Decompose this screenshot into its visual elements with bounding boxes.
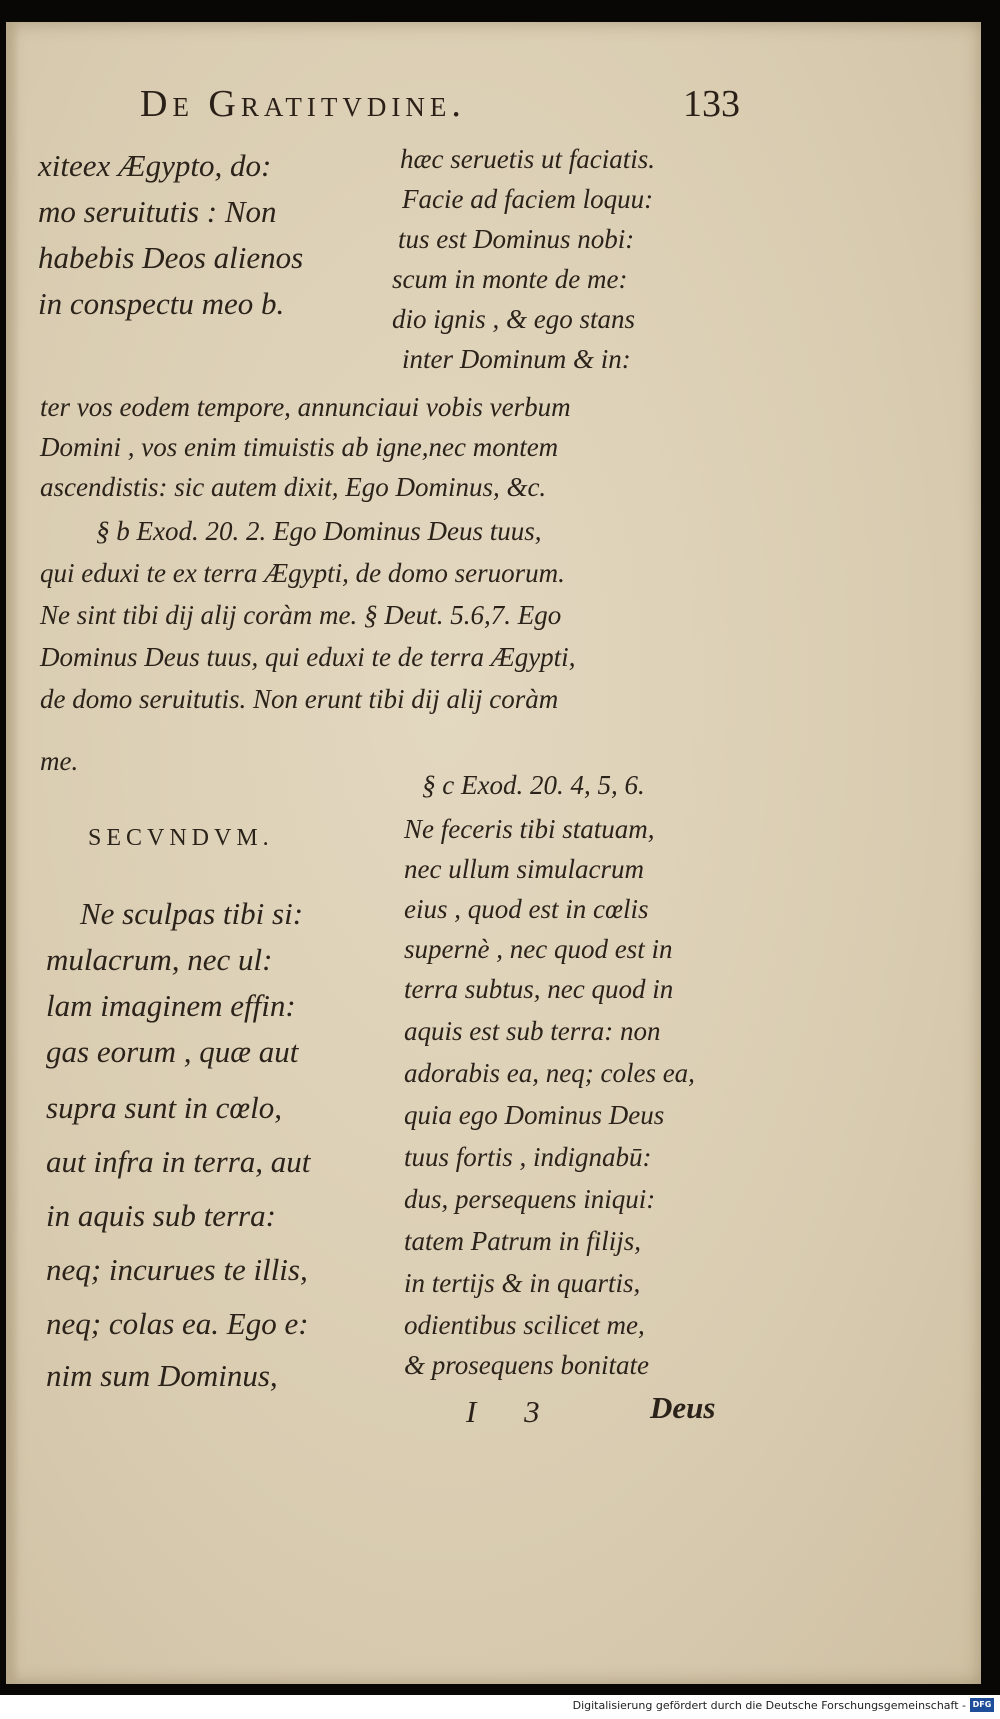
text-line: quia ego Dominus Deus	[404, 1100, 665, 1130]
text-line: mulacrum, nec ul:	[46, 942, 273, 977]
page-header	[140, 82, 740, 142]
text-line: tatem Patrum in filijs,	[404, 1226, 642, 1256]
text-line: aut infra in terra, aut	[46, 1144, 311, 1179]
dfg-logo: DFG	[970, 1698, 994, 1712]
text-line: Dominus Deus tuus, qui eduxi te de terra Ægypti,	[40, 642, 576, 672]
text-line: adorabis ea, neq; coles ea,	[404, 1058, 695, 1088]
text-line: ascendistis: sic autem dixit, Ego Dominus, &c.	[40, 472, 547, 502]
text-line: odientibus scilicet me,	[404, 1310, 645, 1340]
text-line: de domo seruitutis. Non erunt tibi dij alij coràm	[40, 684, 559, 714]
text-line: nim sum Dominus,	[46, 1358, 278, 1393]
text-line: hæc seruetis ut faciatis.	[400, 144, 655, 174]
text-line: supra sunt in cœlo,	[46, 1090, 282, 1125]
text-line: tus est Dominus nobi:	[398, 224, 635, 254]
text-line: in aquis sub terra:	[46, 1198, 276, 1233]
text-line: me.	[40, 746, 79, 776]
text-line: neq; colas ea. Ego e:	[46, 1306, 309, 1341]
text-line: § c Exod. 20. 4, 5, 6.	[422, 770, 645, 800]
text-line: tuus fortis , indignabū:	[404, 1142, 652, 1172]
running-title: De Gratitvdine.	[140, 83, 466, 125]
signature-mark: I 3	[466, 1394, 540, 1429]
text-line: Ne feceris tibi statuam,	[404, 814, 655, 844]
text-line: qui eduxi te ex terra Ægypti, de domo seruorum.	[40, 558, 565, 588]
text-line: dio ignis , & ego stans	[392, 304, 636, 334]
text-line: terra subtus, nec quod in	[404, 974, 674, 1004]
text-line: eius , quod est in cœlis	[404, 894, 649, 924]
text-line: nec ullum simulacrum	[404, 854, 644, 884]
text-line: Domini , vos enim timuistis ab igne,nec montem	[40, 432, 559, 462]
text-line: Facie ad faciem loquu:	[402, 184, 654, 214]
text-line: xiteex Ægypto, do:	[38, 148, 272, 183]
digitization-credit: Digitalisierung gefördert durch die Deutsche Forschungsgemeinschaft -	[572, 1699, 966, 1712]
text-line: inter Dominum & in:	[402, 344, 631, 374]
text-line: in conspectu meo b.	[38, 286, 285, 321]
text-line: § b Exod. 20. 2. Ego Dominus Deus tuus,	[96, 516, 542, 546]
text-line: habebis Deos alienos	[38, 240, 304, 275]
catchword: Deus	[650, 1390, 716, 1425]
text-line: aquis est sub terra: non	[404, 1016, 661, 1046]
text-line: neq; incurues te illis,	[46, 1252, 308, 1287]
page-gutter-shadow	[6, 22, 20, 1684]
section-heading: SECVNDVM.	[88, 825, 274, 851]
text-line: & prosequens bonitate	[404, 1350, 649, 1380]
text-line: ter vos eodem tempore, annunciaui vobis verbum	[40, 392, 571, 422]
text-line: lam imaginem effin:	[46, 988, 296, 1023]
text-line: supernè , nec quod est in	[404, 934, 673, 964]
text-line: dus, persequens iniqui:	[404, 1184, 656, 1214]
text-line: in tertijs & in quartis,	[404, 1268, 641, 1298]
text-line: Ne sculpas tibi si:	[80, 896, 304, 931]
page-number: 133	[683, 83, 740, 125]
text-line: gas eorum , quæ aut	[46, 1034, 299, 1069]
text-line: mo seruitutis : Non	[38, 194, 277, 229]
text-line: Ne sint tibi dij alij coràm me. § Deut. 5.6,7. Ego	[40, 600, 562, 630]
text-line: scum in monte de me:	[392, 264, 628, 294]
